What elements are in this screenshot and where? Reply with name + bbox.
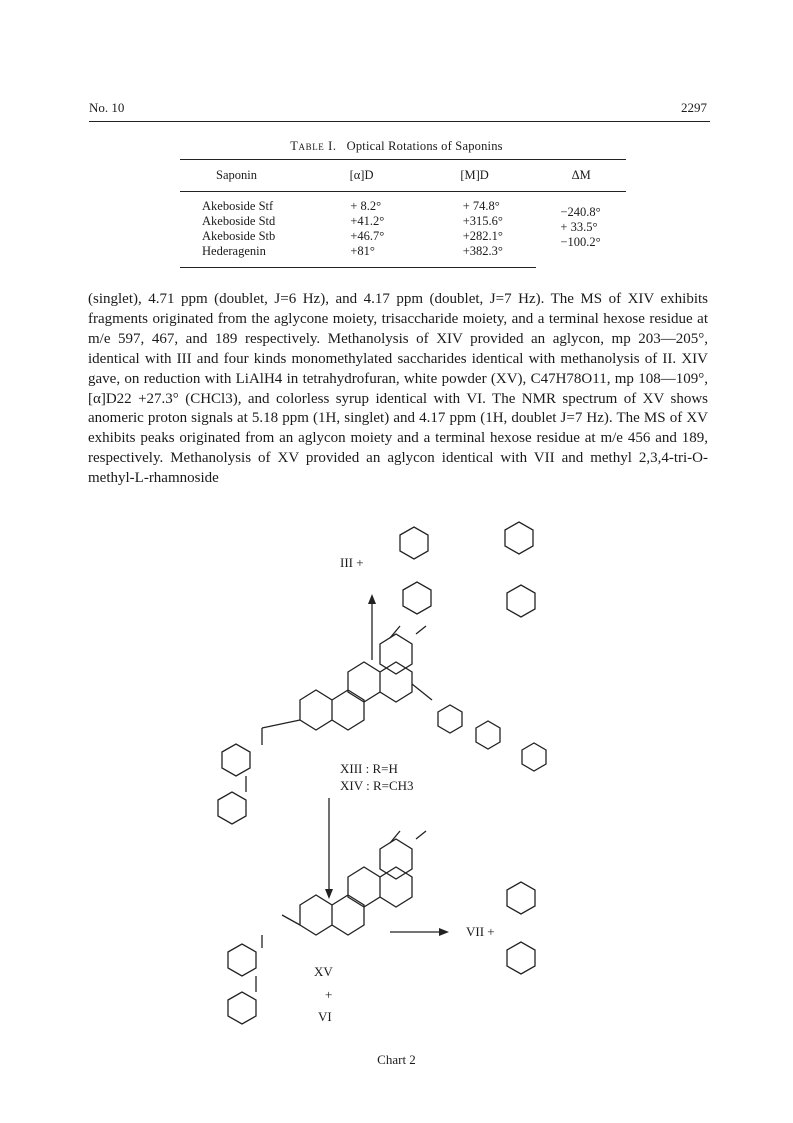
sugar-ring xyxy=(476,721,500,749)
arrow-head xyxy=(439,928,449,936)
col-alpha: [α]D xyxy=(310,160,412,192)
ester-bond xyxy=(412,684,432,700)
m-value: +315.6° xyxy=(462,214,503,228)
plus-sign: + xyxy=(325,987,333,1002)
header-rule xyxy=(89,121,710,122)
table-label: Table I. xyxy=(290,139,337,153)
page-number: 2297 xyxy=(681,100,707,115)
sugar-ring xyxy=(522,743,546,771)
compound-label: III + xyxy=(340,555,364,570)
sugar-ring xyxy=(403,582,431,614)
arrow-head xyxy=(368,594,376,604)
chart-caption: Chart 2 xyxy=(377,1052,416,1067)
col-saponin: Saponin xyxy=(180,160,310,192)
table-row xyxy=(180,192,626,215)
sugar-ring xyxy=(218,792,246,824)
sugar-ring xyxy=(222,744,250,776)
saponin-name: Hederagenin xyxy=(180,244,310,268)
glycoside-bond xyxy=(262,720,300,728)
compound-label: XIII : R=H xyxy=(340,761,398,776)
compound-label: XV xyxy=(314,964,333,979)
table-caption xyxy=(0,139,793,154)
methyl-bond xyxy=(416,831,426,839)
alpha-value: +46.7° xyxy=(350,229,385,243)
m-value: + 74.8° xyxy=(462,199,500,213)
saponin-name: Akeboside Std xyxy=(202,214,276,228)
m-value: +382.3° xyxy=(413,244,537,268)
saponin-name: Akeboside Stb xyxy=(202,229,276,243)
journal-issue: No. 10 xyxy=(89,100,125,115)
alpha-value: +41.2° xyxy=(350,214,385,228)
delta-m-value: −240.8° xyxy=(560,205,601,219)
sugar-ring xyxy=(507,882,535,914)
col-delta-m: ΔM xyxy=(536,160,626,192)
sugar-ring xyxy=(507,585,535,617)
compound-label: XIV : R=CH3 xyxy=(340,778,414,793)
alpha-value: +81° xyxy=(310,244,412,268)
optical-rotation-table xyxy=(180,159,626,268)
compound-label: VI xyxy=(318,1009,332,1024)
methyl-bond xyxy=(416,626,426,634)
glycoside-bond xyxy=(282,915,300,925)
m-value: +282.1° xyxy=(462,229,503,243)
reaction-scheme xyxy=(0,495,793,1050)
body-paragraph: (singlet), 4.71 ppm (doublet, J=6 Hz), and 4.17 ppm (doublet, J=7 Hz). The MS of XIV exhibits fragments originated from the aglycone moiety, trisaccharide moiety, and a terminal hexose residue at m/e 597, 467, and 189 respectively. Methanolysis of XIV provided an aglycon, mp 203—205°, identical with III and four kinds monomethylated saccharides identical with methanolysis of II. XIV gave, on reduction with LiAlH4 in tetrahydrofuran, white powder (XV), C47H78O11, mp 108—109°, [α]D22 +27.3° (CHCl3), and colorless syrup identical with VI. The NMR spectrum of XV shows anomeric proton signals at 5.18 ppm (1H, singlet) and 4.17 ppm (1H, doublet J=7 Hz). The MS of XV exhibits peaks originated from an aglycon moiety and a terminal hexose residue at m/e 456 and 189, respectively. Methanolysis of XV provided an aglycon identical with VII and methyl 2,3,4-tri-O-methyl-L-rhamnoside xyxy=(88,291,708,487)
sugar-ring xyxy=(400,527,428,559)
col-molar-rotation: [M]D xyxy=(413,160,537,192)
alpha-value: + 8.2° xyxy=(350,199,382,213)
arrow-head xyxy=(325,889,333,899)
sugar-ring xyxy=(438,705,462,733)
triterpene-skeleton xyxy=(300,839,412,935)
table-title: Optical Rotations of Saponins xyxy=(346,139,503,153)
sugar-ring xyxy=(505,522,533,554)
table-header-row xyxy=(180,160,626,192)
sugar-ring xyxy=(507,942,535,974)
delta-m-value: + 33.5° xyxy=(560,220,598,234)
triterpene-skeleton xyxy=(300,634,412,730)
saponin-name: Akeboside Stf xyxy=(202,199,274,213)
sugar-ring xyxy=(228,992,256,1024)
sugar-ring xyxy=(228,944,256,976)
compound-label: VII + xyxy=(466,924,495,939)
delta-m-cell xyxy=(536,192,626,268)
delta-m-value: −100.2° xyxy=(560,235,601,249)
